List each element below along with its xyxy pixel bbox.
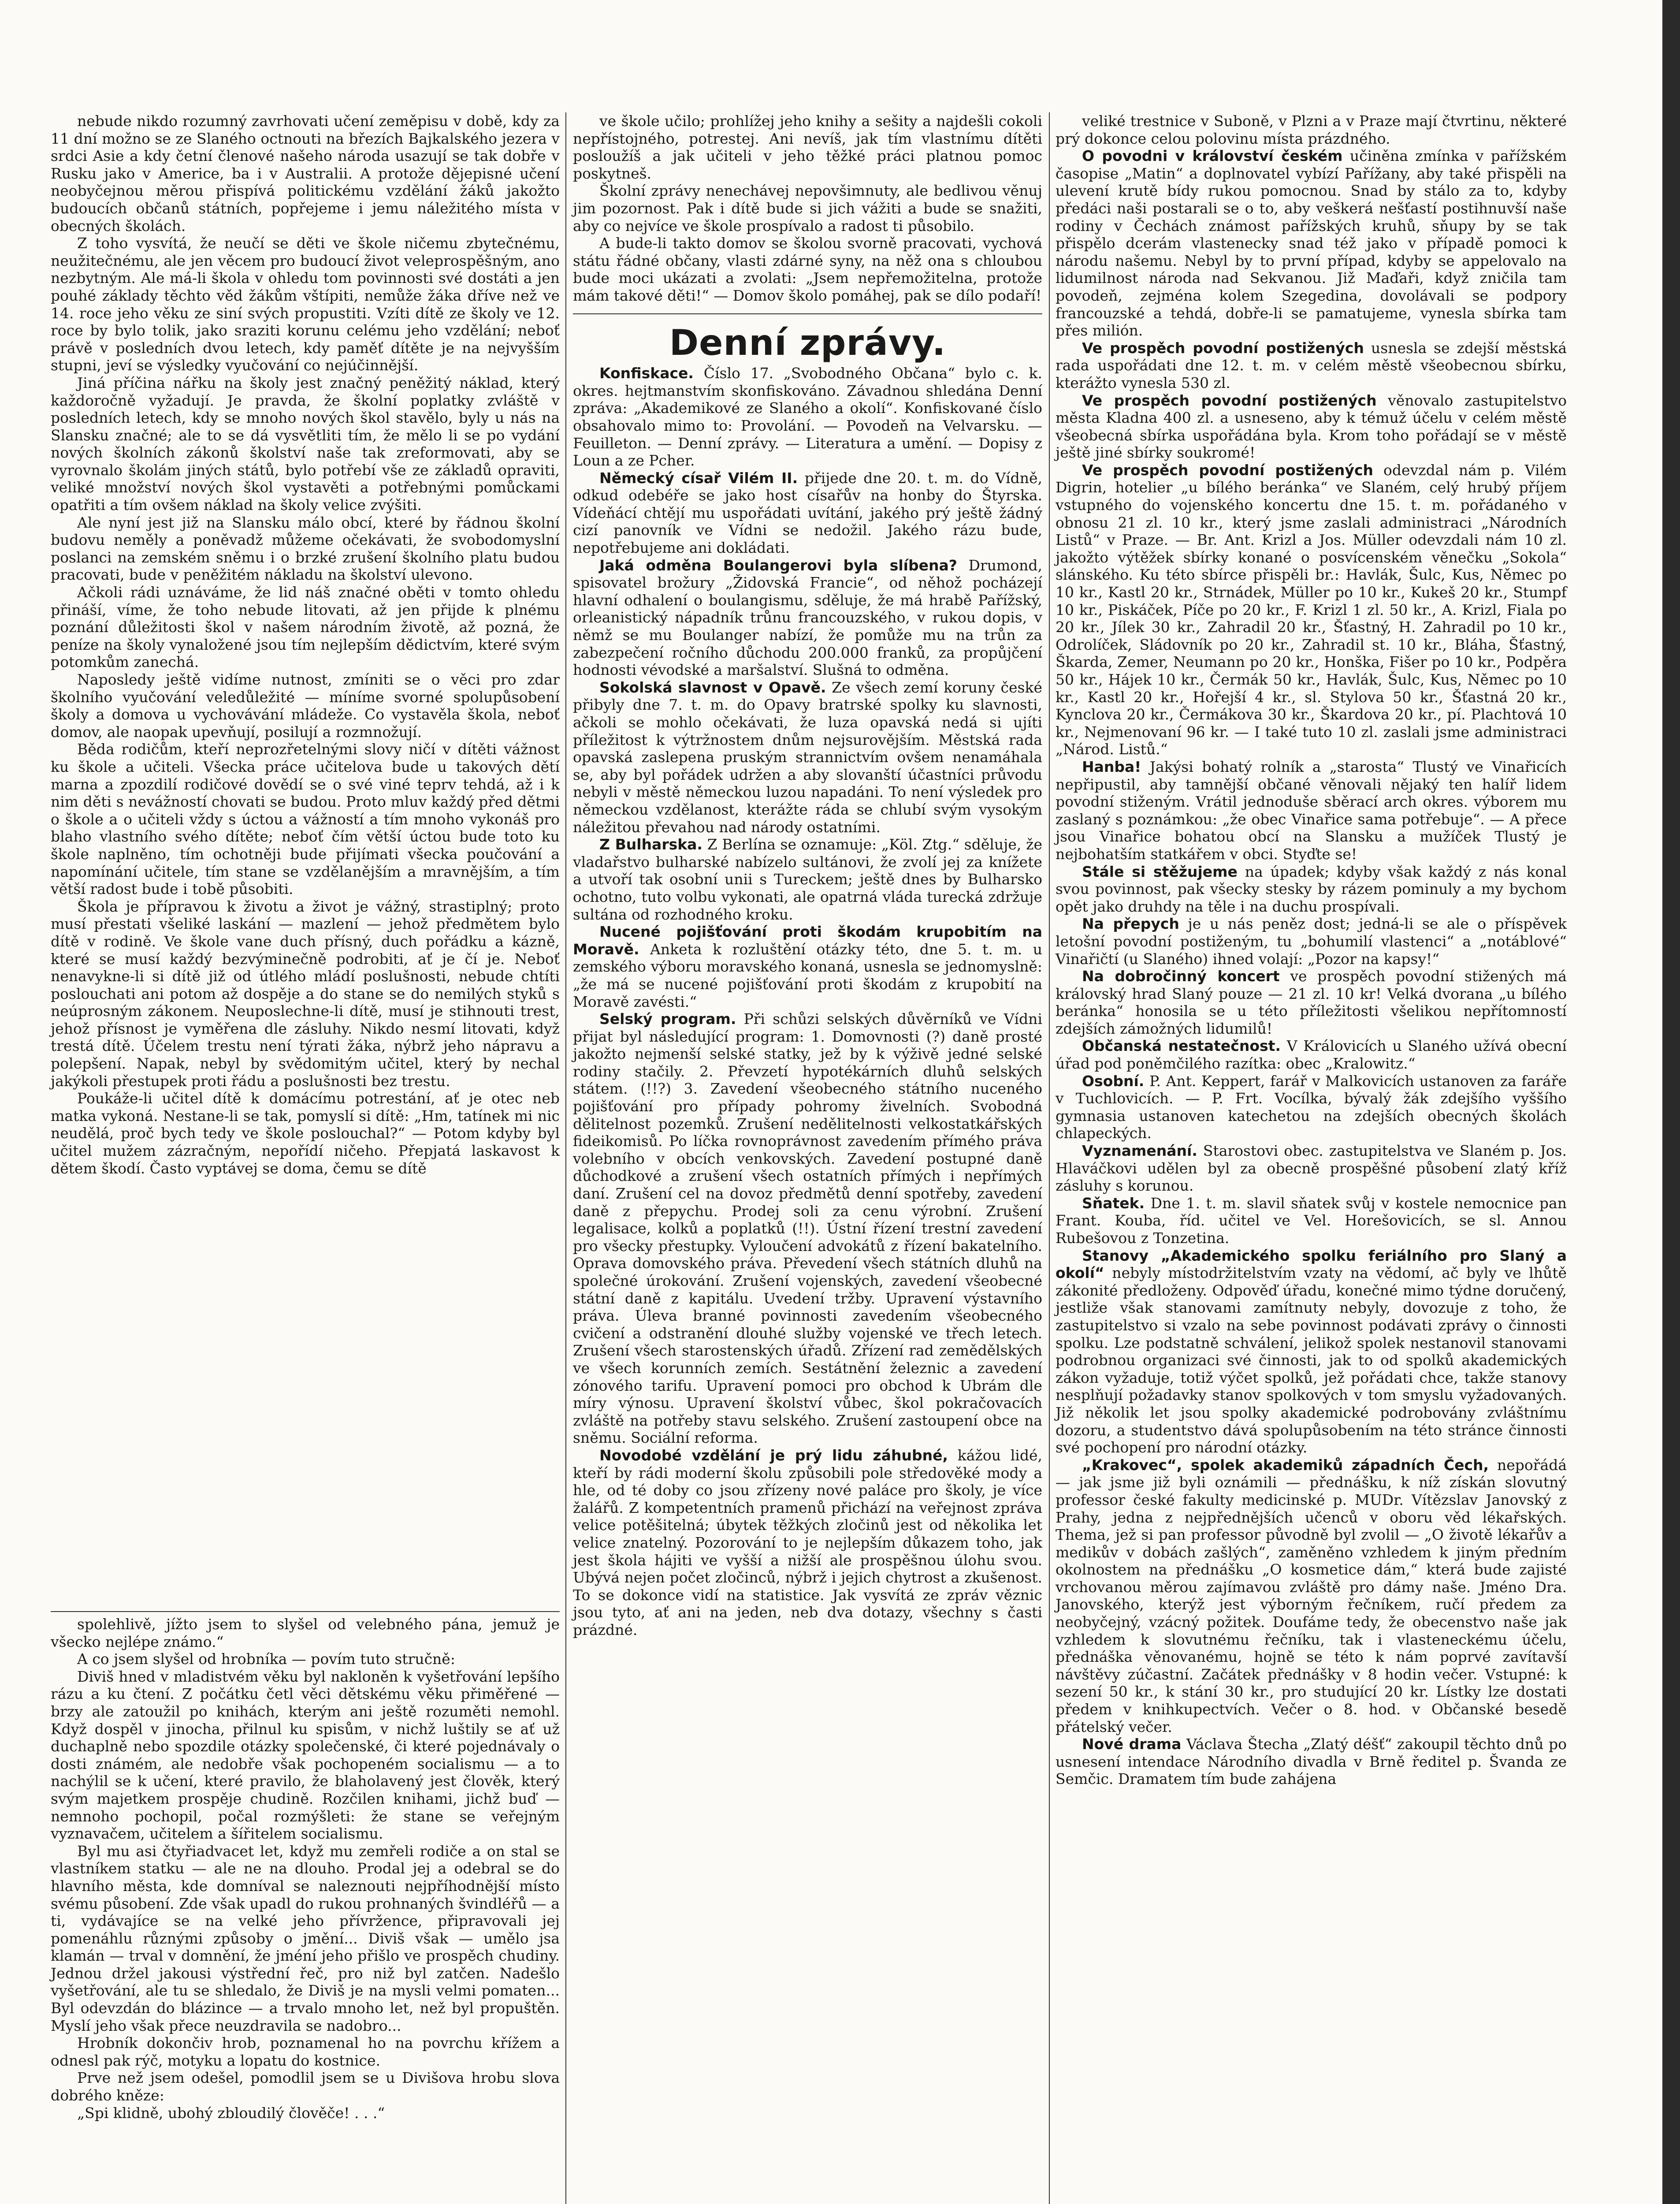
news-title: Sňatek. <box>1082 1194 1145 1212</box>
news-item <box>1056 758 1567 863</box>
feuilleton-divider <box>51 1611 560 1612</box>
news-text: Číslo 17. „Svobodného Občana“ bylo c. k. okres. hejtmanstvím skonfiskováno. Závadnou shledána Denní zpráva: „Akademikové ze Slaného a okolí“. Konfiskované číslo obsahovalo mimo to: Provolání. — Povodeň na Velvarsku. — Feuilleton. — Denní zprávy. — Literatura a umění. — Dopisy z Loun a ze Pcher. <box>573 365 1042 469</box>
news-text: věnovalo zastupitelstvo města Kladna 400 zl. a usneseno, aby k témuž účelu v celém městě všeobecná sbírka uspořádána byla. Krom toho pořádají se v městě ještě jiné sbírky soukromé! <box>1056 391 1567 462</box>
news-text: V Královicích u Slaného užívá obecní úřad pod poněmčilého razítka: obec „Kralowitz.“ <box>1056 1037 1567 1072</box>
news-text: je u nás peněz dost; jedná-li se ale o příspěvek letošní povodní postiženým, tu „bohumilí vlastenci“ a „notáblové“ Vinařičtí (u Slaného) ihned volají: „Pozor na kapsy!“ <box>1056 915 1567 968</box>
school-article-end <box>573 112 1042 305</box>
news-item <box>1056 112 1567 147</box>
news-item <box>1056 1735 1567 1788</box>
column-divider-2 <box>1049 112 1050 2204</box>
news-item <box>1056 392 1567 462</box>
news-text: Při schůzi selských důvěrníků ve Vídni přijat byl následující program: 1. Domovnosti (?) daně prosté jakožto nejmenší selské statky, jež by k výživě jedné selské rodiny stačily. 2. Převzetí hypotékárních dluhů selských státem. (!!?) 3. Zavedení všeobecného státního nuceného pojišťování pro případy pohromy živelních. Svobodná dělitelnost pozemků. Zrušení nedělitelnosti velkostatkářských fideikomisů. Po líčka rovnoprávnost zavedením přímého práva volebního v obcích venkovských. Zavedení postupné daně důchodkové a zrušení všech ostatních přímých i nepřímých daní. Zrušení cel na dovoz předmětů denní spotřeby, zavedení daně z přepychu. Prodej soli za cenu výrobní. Zrušení legalisace, kolků a poplatků (!!). Ústní řízení trestní zavedení pro všecky přestupky. Vyloučení advokátů z řízení bakatelního. Oprava domovského práva. Převedení všech státních dluhů na společné úrokování. Zrušení vojenských, zavedení všeobecné státní daně z kapitálu. Uvedení tržby. Upravení výstavního práva. Úleva branné povinnosti zavedením všeobecného cvičení a odstranění dlouhé služby vojenské ve třech letech. Zrušení všech starostenských úřadů. Zřízení rad zemědělských ve všech korunních zemích. Sestátnění železnic a zavedení zónového tarifu. Upravení pomoci pro obchod k Ubrám dle míry výnosu. Upravení školství vůbec, škol pokračovacích zvláště na potřeby stavu selského. Zrušení zastoupení obce na sněmu. Sociální reforma. <box>573 1010 1042 1447</box>
article-paragraph: Běda rodičům, kteří neprozřetelnými slovy ničí v dítěti vážnost ku škole a učiteli. Všecka práce učitelova bude u takových dětí marna a zpozdilí rodičové dovědí se o své viné teprv tehdá, až i k nim děti s nevážností chovati se budou. Proto mluv každý před dětmi o škole a o učiteli vždy s úctou a vážností a tím mnoho vykonáš pro blaho vlastního svého dítěte; neboť čím větší úctou bude toto ku škole naplněno, tím ochotněji bude přijímati všecka poučování a napomínání učitele, tím stane se vzdělanějším a mravnějším, a tím větší radost bude i tobě působiti. <box>51 741 560 898</box>
news-item <box>1056 968 1567 1037</box>
feuilleton-paragraph: Diviš hned v mladistvém věku byl nakloněn k vyšetřování lepšího rázu a ku čtení. Z počátku četl věci dětskému věku přiměřené — brzy ale zatoužil po knihách, kterým ani ještě rozuměti nemohl. Když dospěl v jinocha, přilnul ku spisům, v nichž luštily se ať už duchaplně nebo spozdile otázky společenské, či které pojednávaly o dosti známém, ale nedobře však pochopeném socialismu — a to nachýlil se k učení, které pravilo, že blaholavený jest člověk, který svým majetkem prospěje chudině. Rozčilen knihami, jichž buď — nemnoho pochopil, počal rozmýšleti: že stane se veřejným vyznavačem, učitelem a šířitelem socialismu. <box>51 1668 560 1843</box>
article-paragraph: Jiná příčina nářku na školy jest značný peněžitý náklad, který každoročně vyžadují. Je pravda, že školní poplatky zvláště v posledních letech, kdy se mnoho nových škol stavělo, byly u nás na Slansku značné; ale to se dá vysvětliti tím, že mělo li se po vydání nových školních zákonů školství naše tak zreformovati, aby se vyrovnalo školám jiných států, bylo potřebí vše ze základů opraviti, veliké množství nových škol vystavěti a potřebnými pomůckami opatřiti a tím ovšem náklad na školy velice zvýšiti. <box>51 374 560 514</box>
news-item <box>573 469 1042 557</box>
news-title: Německý císař Vilém II. <box>599 469 798 487</box>
news-text: veliké trestnice v Suboně, v Plzni a v Praze mají čtvrtinu, některé prý dokonce celou polovinu místa prázdného. <box>1056 112 1567 147</box>
article-paragraph: Z toho vysvítá, že neučí se děti ve škole ničemu zbytečnému, neužitečnému, ale jen věcem pro budoucí život veleprospěšným, ano nezbytným. Ale má-li škola v ohledu tom povinnosti své dostáti a jen pouhé základy těchto věd žákům vštípiti, nemůže žáka dříve než ve 14. roce jeho věku ze siní svých propustiti. Vzíti dítě ze školy ve 12. roce by bylo tolik, jako sraziti korunu celému jeho vzdělání; neboť právě v posledních dvou letech, kdy paměť dítěte je na nejvyšším stupni, jeví se výsledky vyučování co nejúčinnější. <box>51 235 560 374</box>
news-text: usnesla se zdejší městská rada uspořádati dne 12. t. m. v celém městě všeobecnou sbírku, kterážto vynesla 530 zl. <box>1056 339 1567 391</box>
news-title: Ve prospěch povodní postižených <box>1082 461 1373 479</box>
news-text: Z Berlína se oznamuje: „Köl. Ztg.“ sděluje, že vladařstvo bulharské nabízelo sultánovi, že zvolí jej za knížete a utvoří tak osobní unii s Tureckem; ještě dnes by Bulharsko ochotno, tuto volbu vykonati, ale opatrná vláda turecká zdržuje sultána od rozhodného kroku. <box>573 836 1042 923</box>
news-title: Sokolská slavnost v Opavě. <box>599 678 826 696</box>
article-paragraph: ve škole učilo; prohlížej jeho knihy a sešity a najdešli cokoli nepřístojného, potrestej. Ani nevíš, jak tím vlastnímu dítěti posloužíš a jak učiteli v jeho těžké práci platnou pomoc poskytneš. <box>573 112 1042 182</box>
news-text: kážou lidé, kteří by rádi moderní školu způsobili pole středověké mody a hle, od té doby co jsou zřízeny nové paláce pro školy, je více žalářů. Z kompetentních pramenů přichází na veřejnost zpráva velice potěšitelná; úbytek těžkých zločinů jest od několika let velice znatelný. Pozorování to je nejlepším důkazem toho, jak jest škola hájiti ve vyšší a nižší ale prospěšnou úlohu svou. Ubývá nejen počet zločinců, nýbrž i jejich chytrost a zkušenost. To se dokonce vidí na statistice. Jak vysvítá ze zpráv věznic jsou tyto, ať ani na jeden, neb dva dotazy, všechny s časti prázdné. <box>573 1446 1042 1638</box>
news-text: P. Ant. Keppert, farář v Malkovicích ustanoven za faráře v Tuchlovicích. — P. Frt. Vocílka, bývalý žák zdejšího vyššího gymnasia ustanoven katechetou na zdejších obecných školách chlapeckých. <box>1056 1072 1567 1142</box>
article-paragraph: Ačkoli rádi uznáváme, že lid náš značné oběti v tomto ohledu přináší, víme, že toho nebude litovati, až jen přijde k plnému poznání důležitosti škol v našem národním životě, až pozná, že peníze na školy vynaložené jsou tím nejlepším dědictvím, které svým potomkům zanechá. <box>51 584 560 671</box>
news-title: Stanovy „Akademického spolku feriálního pro Slaný a okolí“ <box>1056 1247 1567 1282</box>
article-paragraph: A bude-li takto domov se školou svorně pracovati, vychová státu řádné občany, vlasti zdárné syny, na něž ona s chloubou bude moci ukázati a zvolati: „Jsem nepřemožitelna, protože mám takové děti!“ — Domov školo pomáhej, pak se dílo podaří! <box>573 235 1042 304</box>
column-3 <box>1056 112 1567 1788</box>
news-item <box>1056 1456 1567 1736</box>
news-title: Novodobé vzdělání je prý lidu záhubné, <box>599 1446 948 1464</box>
news-item <box>1056 147 1567 339</box>
news-item <box>573 557 1042 679</box>
news-text: Ze všech zemí koruny české přibyly dne 7. t. m. do Opavy bratrské spolky ku slavnosti, ačkoli se mohlo očekávati, že luza opavská nedá si ujíti příležitost k výtržnostem dnům nejsurovějším. Městská rada opavská zaslepena pruským strannictvím ovšem nenamáhala se, aby byl pořádek udržen a aby slovanští účastníci průvodu nebyli v městě německou luzou napadáni. To není výsledek pro německou vzdělanost, kterážte ráda se chlubí svým vysokým náležitou převahou nad národy ostatními. <box>573 678 1042 836</box>
news-title: O povodni v království českém <box>1082 147 1343 165</box>
article-paragraph: nebude nikdo rozumný zavrhovati učení zeměpisu v době, kdy za 11 dní možno se ze Slaného octnouti na březích Bajkalského jezera v srdci Asie a kdy četní členové našeho národa usazují se tak dobře v Rusku jako v Americe, ba i v Australii. A protože dějepisné učení neobyčejnou měrou přispívá politickému vzdělání žáků jakožto budoucích občanů státních, popřejeme i jemu náležitého místa v obecných školách. <box>51 112 560 235</box>
news-title: Nové drama <box>1082 1735 1182 1753</box>
news-item <box>1056 1142 1567 1195</box>
feuilleton-paragraph: Byl mu asi čtyřiadvacet let, když mu zemřeli rodiče a on stal se vlastníkem statku — ale ne na dlouho. Prodal jej a odebral se do hlavního města, kde domníval se naleznouti nejpříhodnější místo svému působení. Zde však upadl do rukou prohnaných švindléřů — a ti, vydávajíce se na velké jeho přívržence, připravovali jej pomenáhlu různými způsoby o jmění... Diviš však — umělo jsa klamán — trval v domnění, že jméní jeho přišlo ve prospěch chudiny. Jednou držel jakousi výstřední řeč, pro niž byl zatčen. Nadešlo vyšetřování, ale tu se shledalo, že Diviš je na mysli velmi pomaten... Byl odevzdán do blázince — a trvalo mnoho let, než byl propuštěn. Myslí jeho však přece neuzdravila se nadobro... <box>51 1842 560 2034</box>
news-item <box>1056 1247 1567 1456</box>
feuilleton-paragraph: „Spi klidně, ubohý zbloudilý člověče! . . .“ <box>77 2104 385 2122</box>
news-title: Nucené pojišťování proti škodám krupobitím na Moravě. <box>573 923 1042 958</box>
feuilleton-paragraph: Hrobník dokončiv hrob, poznamenal ho na povrchu křížem a odnesl pak rýč, motyku a lopatu do kostnice. <box>51 2034 560 2069</box>
news-item <box>1056 1072 1567 1142</box>
news-title: „Krakovec“, spolek akademiků západních Čech, <box>1082 1456 1489 1474</box>
news-list <box>573 365 1042 1638</box>
news-title: Konfiskace. <box>599 365 694 382</box>
news-title: Osobní. <box>1082 1072 1145 1090</box>
article-paragraph: Naposledy ještě vidíme nutnost, zmíniti se o věci pro zdar školního vyučování veledůležité — míníme svorné spolupůsobení školy a domova u vychovávání mládeže. Co vystavěla škola, neboť domov, ale naopak upevňují, posilují a rozmnožují. <box>51 671 560 741</box>
news-title: Občanská nestatečnost. <box>1082 1037 1281 1055</box>
news-item <box>1056 863 1567 916</box>
news-text: ve prospěch povodní stižených má královský hrad Slaný pouze — 21 zl. 10 kr! Velká dvorana „u bílého beránka“ honosila se u této příležitosti všelikou nepřítomností zdejších zámožných lidumilů! <box>1056 968 1567 1037</box>
news-title: Vyznamenání. <box>1082 1142 1197 1160</box>
news-text: Starostovi obec. zastupitelstva ve Slaném p. Jos. Hlaváčkovi udělen byl za obecně prospěšné působení zlatý kříž zásluhy s korunou. <box>1056 1142 1567 1195</box>
column-2 <box>573 112 1042 1638</box>
news-title: Selský program. <box>599 1010 736 1028</box>
news-title: Ve prospěch povodní postižených <box>1082 391 1377 409</box>
article-paragraph: Poukáže-li učitel dítě k domácímu potrestání, ať je otec neb matka vykoná. Nestane-li se tak, pomyslí si dítě: „Hm, tatínek mi nic neudělá, proč bych tedy ve škole poslouchal?“ — Potom kdyby byl učitel mužem zázračným, nepořídí ničeho. Přepjatá laskavost k dětem škodí. Často vyptávej se doma, čemu se dítě <box>51 1090 560 1177</box>
news-text: nepořádá — jak jsme již byli oznámili — přednášku, k níž získán slovutný professor české fakulty medicinské p. MUDr. Vítězslav Janovský z Prahy, jedna z nejpřednějších učenců v oboru věd lékařských. Thema, jež si pan professor původně byl zvolil — „O životě lékařův a medikův v dobách zašlých“, zaměněno vzhledem k jiným předním okolnostem na přednášku „O kosmetice dám,“ která bude zajisté vrchovanou měrou zajímavou zvláště pro dámy naše. Jméno Dra. Janovského, kterýž jest výborným řečníkem, ručí předem za neobyčejný, vzácný požitek. Doufáme tedy, že obecenstvo naše jak vzhledem k slovutnému řečníku, tak i vlasteneckému účelu, přednáška věnovanému, hojně se této k nám poprvé zavítavší návštěvy zúčastní. Začátek přednášky v 8 hodin večer. Vstupné: k sezení 50 kr., k stání 30 kr., pro studující 20 kr. Lístky lze dostati předem v knihkupectvích. Večer o 8. hod. v Občanské besedě přátelský večer. <box>1056 1456 1567 1735</box>
news-item <box>1056 1037 1567 1072</box>
scan-edge <box>1662 0 1680 2204</box>
news-text: Václava Štecha „Zlatý déšť“ zakoupil těchto dnů po usnesení intendace Národního divadla v Brně ředitel p. Švanda ze Semčic. Dramatem tím bude zahájena <box>1056 1735 1567 1788</box>
news-text: Dne 1. t. m. slavil sňatek svůj v kostele nemocnice pan Frant. Kouba, říd. učitel ve Vel. Horešovicích, se sl. Annou Rubešovou z Tonzetina. <box>1056 1194 1567 1247</box>
news-title: Na přepych <box>1082 915 1179 933</box>
news-text: Drumond, spisovatel brožury „Židovská Francie“, od něhož pocházejí hlavní odhalení o boulangismu, sděluje, že má hrabě Pařížský, orleanistický nápadník trůnu francouzského, v rukou dopis, v němž se mu Boulanger nabízí, že pomůže mu na trůn za zabezpečení ročního důchodu 200.000 franků, za propůjčení hodnosti vévodské a maršalství. Slušná to odměna. <box>573 556 1042 679</box>
news-title: Hanba! <box>1082 758 1141 775</box>
news-text: Anketa k rozluštění otázky této, dne 5. t. m. u zemského výboru moravského konaná, usnesla se jednomyslně: „že má se nucené pojišťování proti škodám z krupobití na Moravě zavésti.“ <box>573 940 1042 1010</box>
news-item <box>573 1010 1042 1447</box>
feuilleton-paragraph: Prve než jsem odešel, pomodlil jsem se u Divišova hrobu slova dobrého kněze: <box>51 2069 560 2104</box>
news-title: Z Bulharska. <box>599 836 702 853</box>
news-text: učiněna zmínka v pařížském časopise „Matin“ a doplnovatel vybízí Pařížany, aby také přispěli na ulevení krutě bídy rukou pomocnou. Snad by stálo za to, kdyby předáci naši postarali se o to, aby veškerá nešťastí postihnuvší naše rodiny v Čechách známost pařížských kruhů, sňupy by se tak přispělo dcerám vlastenecky snad též jako v případě pomoci k národu našemu. Nebyl by to první případ, kdyby se appelovalo na lidumilnost národa nad Sekvanou. Již Maďaři, když zničila tam povodeň, zejména kolem Szegedina, dovolávali se podpory francouzské a tehdá, dobře-li se pamatujeme, vynesla sbírka tam přes milión. <box>1056 147 1567 339</box>
news-title: Ve prospěch povodní postižených <box>1082 339 1364 357</box>
article-paragraph: Ale nyní jest již na Slansku málo obcí, které by řádnou školní budovu neměly a poněvadž můžeme očekávati, že svobodomyslní poslanci na zemském sněmu i o brzké zrušení školního platu budou pracovati, bude v peněžitém nákladu na školství ulevono. <box>51 514 560 584</box>
news-item <box>1056 915 1567 968</box>
feuilleton-paragraph: A co jsem slyšel od hrobníka — povím tuto stručně: <box>77 1650 455 1668</box>
news-item <box>573 836 1042 923</box>
feuilleton <box>51 1616 560 2122</box>
section-heading: Denní zprávy. <box>669 322 946 363</box>
news-item <box>1056 462 1567 758</box>
news-item <box>573 365 1042 469</box>
news-text: přijede dne 20. t. m. do Vídně, odkud odebéře se jako host císařův na honby do Štyrska. Vídeňácí chtějí mu uspořádati uvítání, jakého prý ještě žádný cizí panovník ve Vídni se nedožil. Jakého rázu bude, nepotřebujeme ani dokládati. <box>573 469 1042 557</box>
news-text: odevzdal nám p. Vilém Digrin, hotelier „u bílého beránka“ ve Slaném, celý hrubý příjem vstupného do vojenského koncertu dne 15. t. m. pořádaného v obnosu 21 zl. 10 kr., který jsme zaslali administraci „Národních Listů“ v Praze. — Br. Ant. Krizl a Jos. Müller odevzdali nám 10 zl. jakožto výtěžek sbírky konané o posvícenském věnečku „Sokola“ slánského. Ku této sbírce přispěli br.: Havlák, Šulc, Kus, Němec po 10 kr., Kastl 20 kr., Strnádek, Müller po 10 kr., Kukeš 20 kr., Stumpf 10 kr., Piskáček, Píče po 20 kr., F. Krizl 1 zl. 50 kr., A. Krizl, Fiala po 20 kr., Jílek 30 kr., Zahradil 20 kr., Šťastný, H. Zahradil po 10 kr., Odrolíček, Sládovník po 20 kr., Zahradil st. 10 kr., Bláha, Šťastný, Škarda, Zemer, Neumann po 20 kr., Honška, Fišer po 10 kr., Podpěra 50 kr., Hájek 10 kr., Čermák 50 kr., Havlák, Šulc, Kus, Němec po 10 kr., Kastl 20 kr., Hořejší 4 kr., sl. Stylova 50 kr., Šťastná 20 kr., Kynclova 20 kr., Čermákova 30 kr., Škardova 20 kr., pí. Plachtová 10 kr., Nejmenovaní 96 kr. — I také tuto 10 zl. zaslali jsme administraci „Národ. Listů.“ <box>1056 461 1567 758</box>
news-title: Stále si stěžujeme <box>1082 863 1238 880</box>
article-paragraph: Školní zprávy nenechávej nepovšimnuty, ale bedlivou věnuj jim pozornost. Pak i dítě bude si jich vážiti a bude se snažiti, aby co nejvíce ve škole prospívalo a radost ti působilo. <box>573 182 1042 235</box>
column-divider-1 <box>565 112 566 2204</box>
article-paragraph: Škola je přípravou k životu a život je vážný, strastiplný; proto musí přestati všeliké laskání — mazlení — jehož předmětem bylo dítě v rodině. Ve škole vane duch přísný, duch pořádku a kázně, které se musí každý bezvýminečně podrobiti, ať je čí je. Neboť nenavykne-li si dítě již od útlého mládí poslušnosti, nebude chtíti poslouchati ani potom až dospěje a do stane se do nemilých styků s neúprosným zákonem. Neuposlechne-li dítě, musí je stihnouti trest, jehož přísnost je vyměřena dle zásluhy. Nikdo nesmí litovati, když trestá dítě. Účelem trestu není týrati žáka, nýbrž jeho nápravu a polepšení. Napak, nebyl by svědomitým učitel, který by nechal jakýkoli přestupek proti řádu a poslušnosti bez trestu. <box>51 897 560 1090</box>
news-item <box>1056 1195 1567 1247</box>
news-item <box>1056 339 1567 392</box>
column-1 <box>51 112 560 1177</box>
news-item <box>573 923 1042 1010</box>
feuilleton-paragraph: spolehlivě, jížto jsem to slyšel od velebného pána, jemuž je všecko nejlépe známo.“ <box>51 1616 560 1650</box>
news-title: Jaká odměna Boulangerovi byla slíbena? <box>599 556 957 574</box>
section-divider <box>573 313 1042 314</box>
news-title: Na dobročinný koncert <box>1082 968 1280 985</box>
news-text: Jakýsi bohatý rolník a „starosta“ Tlustý ve Vinařicích nepřipustil, aby tamnější občané věnovali nějaký ten halíř lidem povodní stiženým. Vrátil jednoduše sběrací arch okres. výborem mu zaslaný s poznámkou: „že obec Vinařice sama potřebuje“. — A přece jsou Vinařice bohatou obcí na Slansku a mužíček Tlustý je nejbohatším statkářem v obci. Styďte se! <box>1056 758 1567 863</box>
news-text: nebyly místodržitelstvím vzaty na vědomí, ač byly ve lhůtě zákonité předloženy. Odpověď úřadu, konečné mimo týdne doručený, jestliže však stanovami zamítnuty nebyly, dovozuje z toho, že zastupitelstvo si vzalo na sebe povinnost podávati zprávy o činnosti spolku. Lze podstatně schválení, jelikož spolek nestanovil stanovami podrobnou organizaci své činnosti, jak to od spolků akademických zákon vyžaduje, totiž výčet spolků, jež pořádati chce, takže stanovy nesplňují požadavky stanov spolkových v tom smyslu vyžadovaných. Již několik let jsou spolky akademické podrobovány zvláštnímu dozoru, a studentstvo dává spolupůsobením na této stránce činnosti své pochopení pro národní otázky. <box>1056 1264 1567 1456</box>
news-text: na úpadek; kdyby však každý z nás konal svou povinnost, pak všecky stesky by rázem pominuly a my bychom opět jako druhdy na těle i na duchu prospívali. <box>1056 863 1567 915</box>
news-item <box>573 679 1042 836</box>
news-item <box>573 1447 1042 1639</box>
